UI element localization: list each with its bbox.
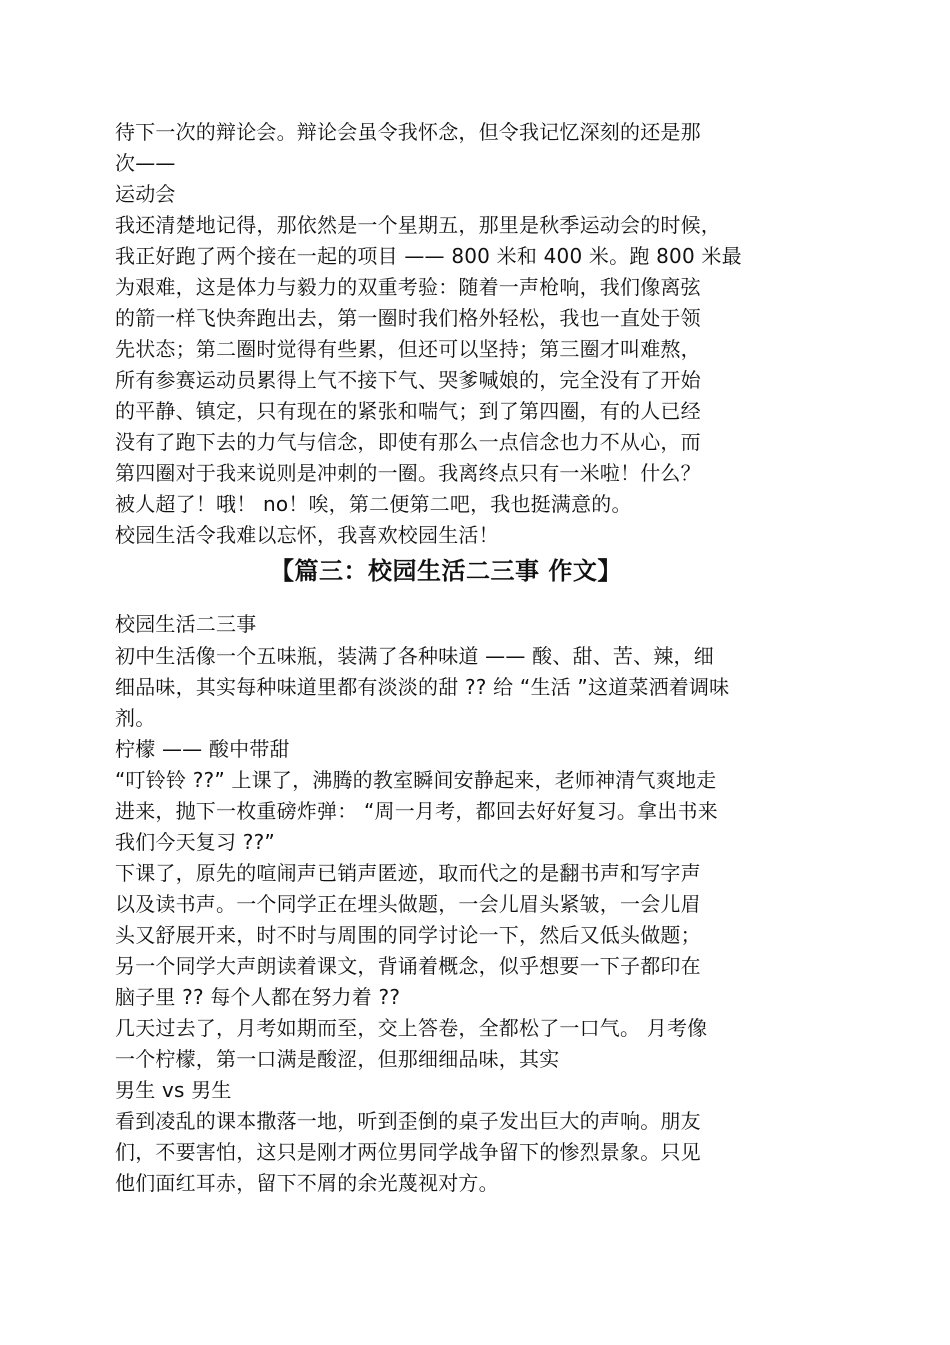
text-line: 运动会 [115, 182, 176, 206]
text-line: 我正好跑了两个接在一起的项目 —— 800 米和 400 米。跑 800 米最 [115, 244, 742, 268]
text-line: 待下一次的辩论会。辩论会虽令我怀念，但令我记忆深刻的还是那 [115, 120, 701, 144]
text-line: 所有参赛运动员累得上气不接下气、哭爹喊娘的，完全没有了开始 [115, 368, 701, 392]
text-line: 剂。 [115, 706, 156, 730]
text-line: 另一个同学大声朗读着课文，背诵着概念，似乎想要一下子都印在 [115, 954, 701, 978]
text-line: 我还清楚地记得，那依然是一个星期五，那里是秋季运动会的时候， [115, 213, 721, 237]
text-line: 我们今天复习 ??” [115, 830, 275, 854]
text-line: “叮铃铃 ??” 上课了，沸腾的教室瞬间安静起来，老师神清气爽地走 [115, 768, 717, 792]
section-heading: 【篇三：校园生活二三事 作文】 [270, 557, 622, 585]
text-line: 次—— [115, 151, 176, 175]
text-line: 以及读书声。一个同学正在埋头做题，一会儿眉头紧皱，一会儿眉 [115, 892, 701, 916]
text-line: 初中生活像一个五味瓶，装满了各种味道 —— 酸、甜、苦、辣，细 [115, 644, 714, 668]
text-line: 没有了跑下去的力气与信念，即使有那么一点信念也力不从心，而 [115, 430, 701, 454]
text-line: 细品味，其实每种味道里都有淡淡的甜 ?? 给 “生活 ”这道菜洒着调味 [115, 675, 730, 699]
text-line: 看到凌乱的课本撒落一地，听到歪倒的桌子发出巨大的声响。朋友 [115, 1109, 701, 1133]
text-line: 脑子里 ?? 每个人都在努力着 ?? [115, 985, 401, 1009]
text-line: 的平静、镇定，只有现在的紧张和喘气；到了第四圈，有的人已经 [115, 399, 701, 423]
text-line: 柠檬 —— 酸中带甜 [115, 737, 290, 761]
text-line: 几天过去了，月考如期而至，交上答卷，全都松了一口气。 月考像 [115, 1016, 708, 1040]
text-line: 进来，抛下一枚重磅炸弹： “周一月考，都回去好好复习。拿出书来 [115, 799, 718, 823]
text-line: 先状态；第二圈时觉得有些累，但还可以坚持；第三圈才叫难熬， [115, 337, 701, 361]
text-line: 校园生活令我难以忘怀，我喜欢校园生活！ [115, 523, 499, 547]
text-line: 被人超了！哦！ no！唉，第二便第二吧，我也挺满意的。 [115, 492, 632, 516]
text-line: 的箭一样飞快奔跑出去，第一圈时我们格外轻松，我也一直处于领 [115, 306, 701, 330]
text-line: 头又舒展开来，时不时与周围的同学讨论一下，然后又低头做题； [115, 923, 701, 947]
text-line: 下课了，原先的喧闹声已销声匿迹，取而代之的是翻书声和写字声 [115, 861, 701, 885]
text-line: 们，不要害怕，这只是刚才两位男同学战争留下的惨烈景象。只见 [115, 1140, 701, 1164]
text-line: 男生 vs 男生 [115, 1078, 232, 1102]
text-line: 一个柠檬，第一口满是酸涩，但那细细品味，其实 [115, 1047, 560, 1071]
text-line: 他们面红耳赤，留下不屑的余光蔑视对方。 [115, 1171, 499, 1195]
text-line: 校园生活二三事 [115, 612, 257, 636]
text-line: 第四圈对于我来说则是冲刺的一圈。我离终点只有一米啦！什么？ [115, 461, 701, 485]
text-line: 为艰难，这是体力与毅力的双重考验：随着一声枪响，我们像离弦 [115, 275, 701, 299]
